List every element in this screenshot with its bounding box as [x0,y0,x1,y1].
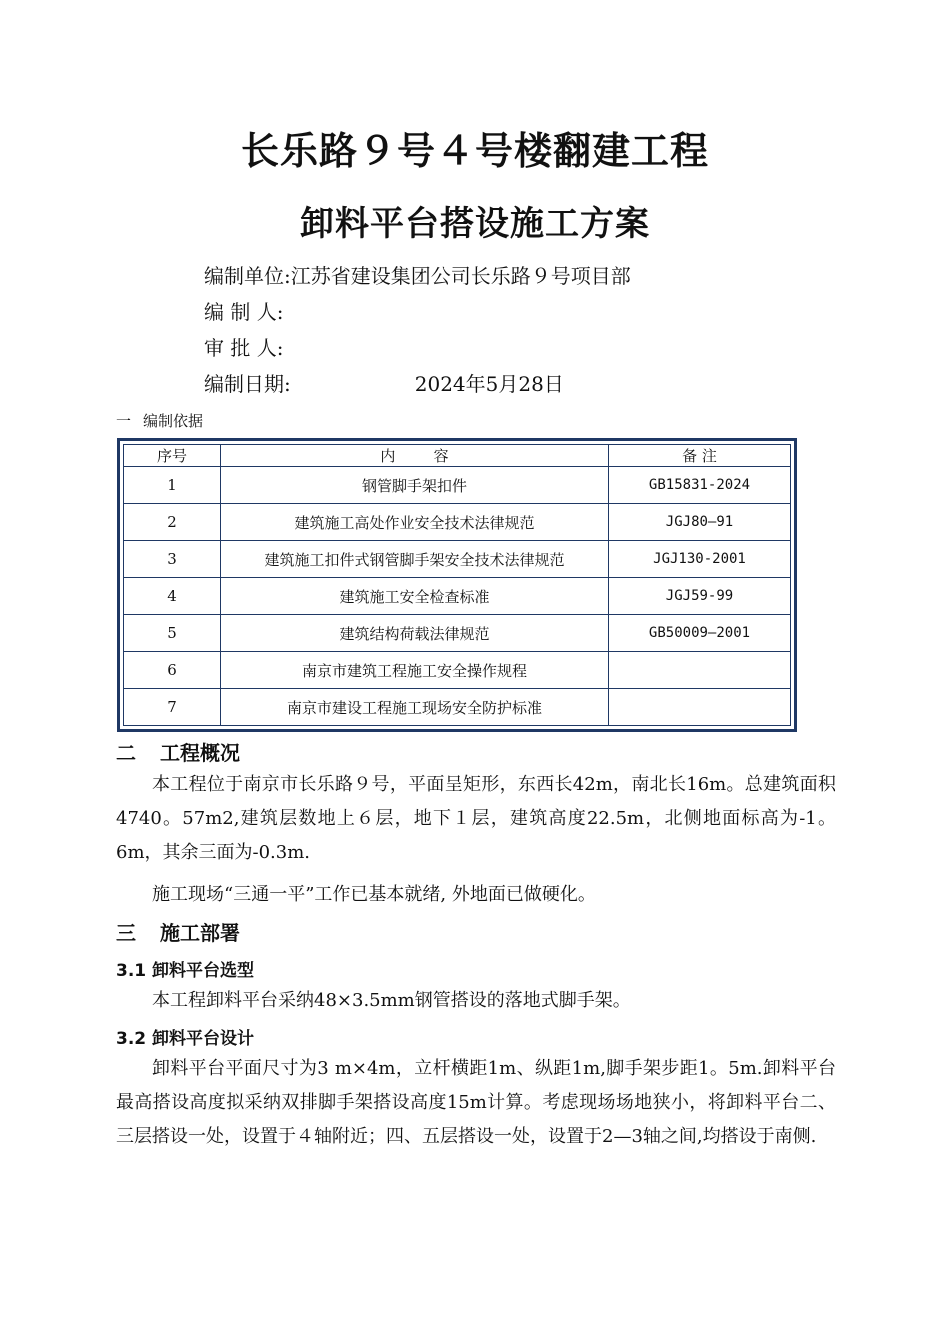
table-row [124,504,791,541]
meta-date [204,370,564,398]
row-note: JGJ80—91 [609,504,791,541]
meta-unit: 编制单位:江苏省建设集团公司长乐路９号项目部 [204,264,631,288]
basis-table [123,444,791,726]
row-content: 钢管脚手架扣件 [221,467,609,504]
document-title: 长乐路９号４号楼翻建工程 [240,129,709,173]
row-no: 1 [124,467,221,504]
row-no: 5 [124,615,221,652]
subsection-3-2-paragraph: 卸料平台平面尺寸为3 m×4m，立杆横距1m、纵距1m,脚手架步距1。5m.卸料平台最高搭设高度拟采纳双排脚手架搭设高度15m计算。考虑现场场地狭小，将卸料平台二、三层搭设一处，设置于４轴附近；四、五层搭设一处，设置于2—3轴之间,均搭设于南侧. [116,1058,836,1147]
table-row [124,467,791,504]
basis-table-frame [117,438,797,732]
table-row [124,615,791,652]
section-2-heading [116,737,240,766]
row-content: 建筑结构荷载法律规范 [221,615,609,652]
row-note: GB50009—2001 [609,615,791,652]
meta-date-label: 编制日期: [204,372,291,396]
section-2-title: 工程概况 [160,741,240,765]
header-note: 备 注 [609,445,791,467]
meta-reviewer: 审 批 人: [204,336,284,360]
subsection-3-1-paragraph: 本工程卸料平台采纳48×3.5mm钢管搭设的落地式脚手架。 [152,990,631,1011]
table-row [124,578,791,615]
row-note [609,689,791,726]
row-no: 7 [124,689,221,726]
header-no: 序号 [124,445,221,467]
section-3-title: 施工部署 [160,921,240,945]
subsection-3-2-heading: 3.2 卸料平台设计 [116,1029,255,1049]
table-header-row [124,445,791,467]
row-content: 南京市建设工程施工现场安全防护标准 [221,689,609,726]
row-no: 4 [124,578,221,615]
row-note [609,652,791,689]
row-no: 2 [124,504,221,541]
row-note: JGJ130-2001 [609,541,791,578]
row-content: 南京市建筑工程施工安全操作规程 [221,652,609,689]
table-row [124,652,791,689]
row-no: 6 [124,652,221,689]
section-3-number: 三 [116,921,136,945]
row-note: JGJ59-99 [609,578,791,615]
row-note: GB15831-2024 [609,467,791,504]
meta-date-value: 2024年5月28日 [414,372,564,396]
meta-editor: 编 制 人: [204,300,284,324]
row-no: 3 [124,541,221,578]
table-row [124,689,791,726]
table-row [124,541,791,578]
section-3-heading [116,917,240,946]
row-content: 建筑施工扣件式钢管脚手架安全技术法律规范 [221,541,609,578]
subsection-3-1-heading: 3.1 卸料平台选型 [116,961,255,981]
section-1-heading [116,410,203,431]
row-content: 建筑施工高处作业安全技术法律规范 [221,504,609,541]
header-content: 内 容 [221,445,609,467]
section-2-number: 二 [116,741,136,765]
section-2-paragraph-1: 本工程位于南京市长乐路９号，平面呈矩形，东西长42m，南北长16m。总建筑面积4740。57m2,建筑层数地上６层，地下１层，建筑高度22.5m，北侧地面标高为-1。6m，其余三面为-0.3m. [116,774,836,863]
document-subtitle: 卸料平台搭设施工方案 [300,204,650,244]
section-1-number: 一 [116,412,132,430]
section-1-title: 编制依据 [143,412,204,430]
row-content: 建筑施工安全检查标准 [221,578,609,615]
section-2-paragraph-2: 施工现场“三通一平”工作已基本就绪, 外地面已做硬化。 [152,884,596,905]
